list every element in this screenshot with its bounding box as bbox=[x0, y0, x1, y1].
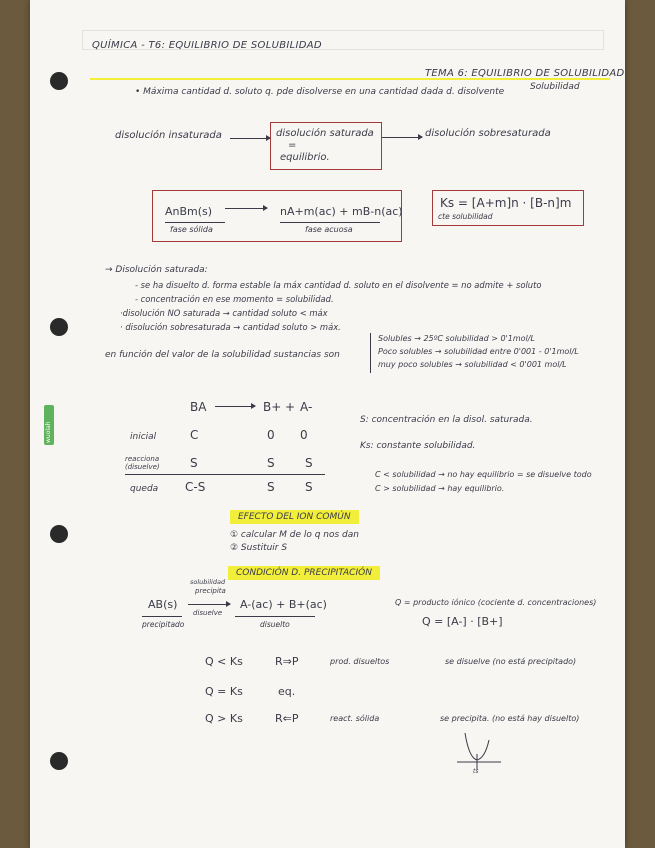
eq-left: AnBm(s) bbox=[165, 205, 213, 218]
binder-hole bbox=[50, 752, 68, 770]
q-definition: Q = producto iónico (cociente d. concentraciones) bbox=[395, 598, 597, 607]
ice-cell: S bbox=[267, 456, 275, 470]
ice-cell: S bbox=[267, 480, 275, 494]
ice-note: C > solubilidad → hay equilibrio. bbox=[375, 484, 505, 493]
arrow bbox=[382, 137, 422, 138]
ks-label: cte solubilidad bbox=[438, 212, 493, 221]
precip-left: AB(s) bbox=[148, 598, 178, 611]
precip-right: A-(ac) + B+(ac) bbox=[240, 598, 327, 611]
ice-cell: S bbox=[305, 456, 313, 470]
watermark-stamp: wuolah bbox=[44, 405, 54, 445]
ice-divider bbox=[125, 474, 325, 475]
case-note: se disuelve (no está precipitado) bbox=[445, 657, 577, 666]
precip-right-label: disuelto bbox=[260, 620, 290, 629]
case-note: se precipita. (no está hay disuelto) bbox=[440, 714, 580, 723]
eq-right-label: fase acuosa bbox=[305, 225, 353, 234]
flow-insaturada: disolución insaturada bbox=[115, 130, 222, 141]
ice-note: S: concentración en la disol. saturada. bbox=[360, 415, 533, 425]
case-direction: R⇒P bbox=[275, 655, 299, 668]
notebook-page bbox=[30, 0, 625, 848]
intro-term: Solubilidad bbox=[530, 82, 580, 92]
arrow bbox=[230, 138, 270, 139]
ice-cell: C bbox=[190, 428, 199, 442]
classification-item: Poco solubles → solubilidad entre 0'001 - 0'1mol/L bbox=[378, 347, 579, 356]
precip-under: disuelve bbox=[193, 609, 223, 617]
precipitation-title: CONDICIÓN D. PRECIPITACIÓN bbox=[228, 566, 380, 580]
ice-product: A- bbox=[300, 400, 313, 414]
ice-cell: S bbox=[305, 480, 313, 494]
ice-note: Ks: constante solubilidad. bbox=[360, 441, 476, 451]
ice-cell: C-S bbox=[185, 480, 206, 494]
flow-sobresaturada: disolución sobresaturada bbox=[425, 128, 551, 139]
ks-formula: Ks = [A+m]n · [B-n]m bbox=[440, 196, 572, 210]
precip-over-top: solubilidad bbox=[190, 578, 226, 586]
binder-hole bbox=[50, 525, 68, 543]
ice-reactant: BA bbox=[190, 400, 207, 414]
saturated-note: - concentración en ese momento = solubilidad. bbox=[135, 294, 334, 304]
page-header: QUÍMICA - T6: EQUILIBRIO DE SOLUBILIDAD bbox=[92, 40, 322, 51]
arrow bbox=[215, 406, 255, 407]
flow-equals: = bbox=[288, 140, 297, 151]
flow-saturada: disolución saturada bbox=[276, 128, 374, 139]
case-state: prod. disueltos bbox=[330, 657, 390, 666]
classification-lead: en función del valor de la solubilidad sustancias son bbox=[105, 350, 340, 360]
ice-row-label: inicial bbox=[130, 432, 157, 442]
saturated-note: · disolución sobresaturada → cantidad soluto > máx. bbox=[120, 322, 341, 332]
brace bbox=[142, 616, 182, 617]
binder-hole bbox=[50, 72, 68, 90]
ice-cell: 0 bbox=[300, 428, 308, 442]
common-ion-title: EFECTO DEL ION COMÚN bbox=[230, 510, 359, 524]
eq-right: nA+m(ac) + mB-n(ac) bbox=[280, 205, 403, 218]
brace bbox=[370, 333, 376, 373]
common-ion-step: ① calcular M de lo q nos dan bbox=[230, 530, 359, 540]
case-direction: R⇐P bbox=[275, 712, 299, 725]
topic-title: TEMA 6: EQUILIBRIO DE SOLUBILIDAD bbox=[425, 68, 625, 79]
saturated-note: ·disolución NO saturada → cantidad soluto < máx bbox=[120, 308, 328, 318]
precip-over: precipita bbox=[195, 587, 226, 595]
ice-row-label: reacciona (disuelve) bbox=[125, 455, 160, 471]
common-ion-step: ② Sustituir S bbox=[230, 543, 288, 553]
classification-item: muy poco solubles → solubilidad < 0'001 mol/L bbox=[378, 360, 567, 369]
brace bbox=[165, 222, 225, 223]
case-condition: Q < Ks bbox=[205, 655, 243, 668]
saturated-title: → Disolución saturada: bbox=[105, 265, 208, 275]
saturated-note: - se ha disuelto d. forma estable la máx cantidad d. soluto en el disolvente = no admite + soluto bbox=[135, 280, 542, 290]
brace bbox=[235, 616, 315, 617]
ice-plus: + bbox=[285, 400, 296, 414]
sketch-label: ts bbox=[473, 768, 479, 775]
ice-note: C < solubilidad → no hay equilibrio = se disuelve todo bbox=[375, 470, 592, 479]
eq-left-label: fase sólida bbox=[170, 225, 213, 234]
precip-left-label: precipitado bbox=[142, 620, 185, 629]
intro-definition: • Máxima cantidad d. soluto q. pde disolverse en una cantidad dada d. disolvente bbox=[135, 87, 505, 97]
binder-hole bbox=[50, 318, 68, 336]
arrow bbox=[225, 208, 267, 209]
ice-cell: 0 bbox=[267, 428, 275, 442]
brace bbox=[280, 222, 380, 223]
classification-item: Solubles → 25ºC solubilidad > 0'1mol/L bbox=[378, 334, 535, 343]
flow-equilibrio: equilibrio. bbox=[280, 152, 330, 163]
case-condition: Q > Ks bbox=[205, 712, 243, 725]
arrow bbox=[188, 604, 230, 605]
ice-product: B+ bbox=[263, 400, 282, 414]
ice-cell: S bbox=[190, 456, 198, 470]
case-condition: Q = Ks bbox=[205, 685, 243, 698]
precipitate-sketch-icon bbox=[455, 728, 505, 778]
q-formula: Q = [A-] · [B+] bbox=[422, 615, 503, 628]
case-state: react. sólida bbox=[330, 714, 380, 723]
ice-row-label: queda bbox=[130, 484, 159, 494]
case-direction: eq. bbox=[278, 685, 296, 698]
